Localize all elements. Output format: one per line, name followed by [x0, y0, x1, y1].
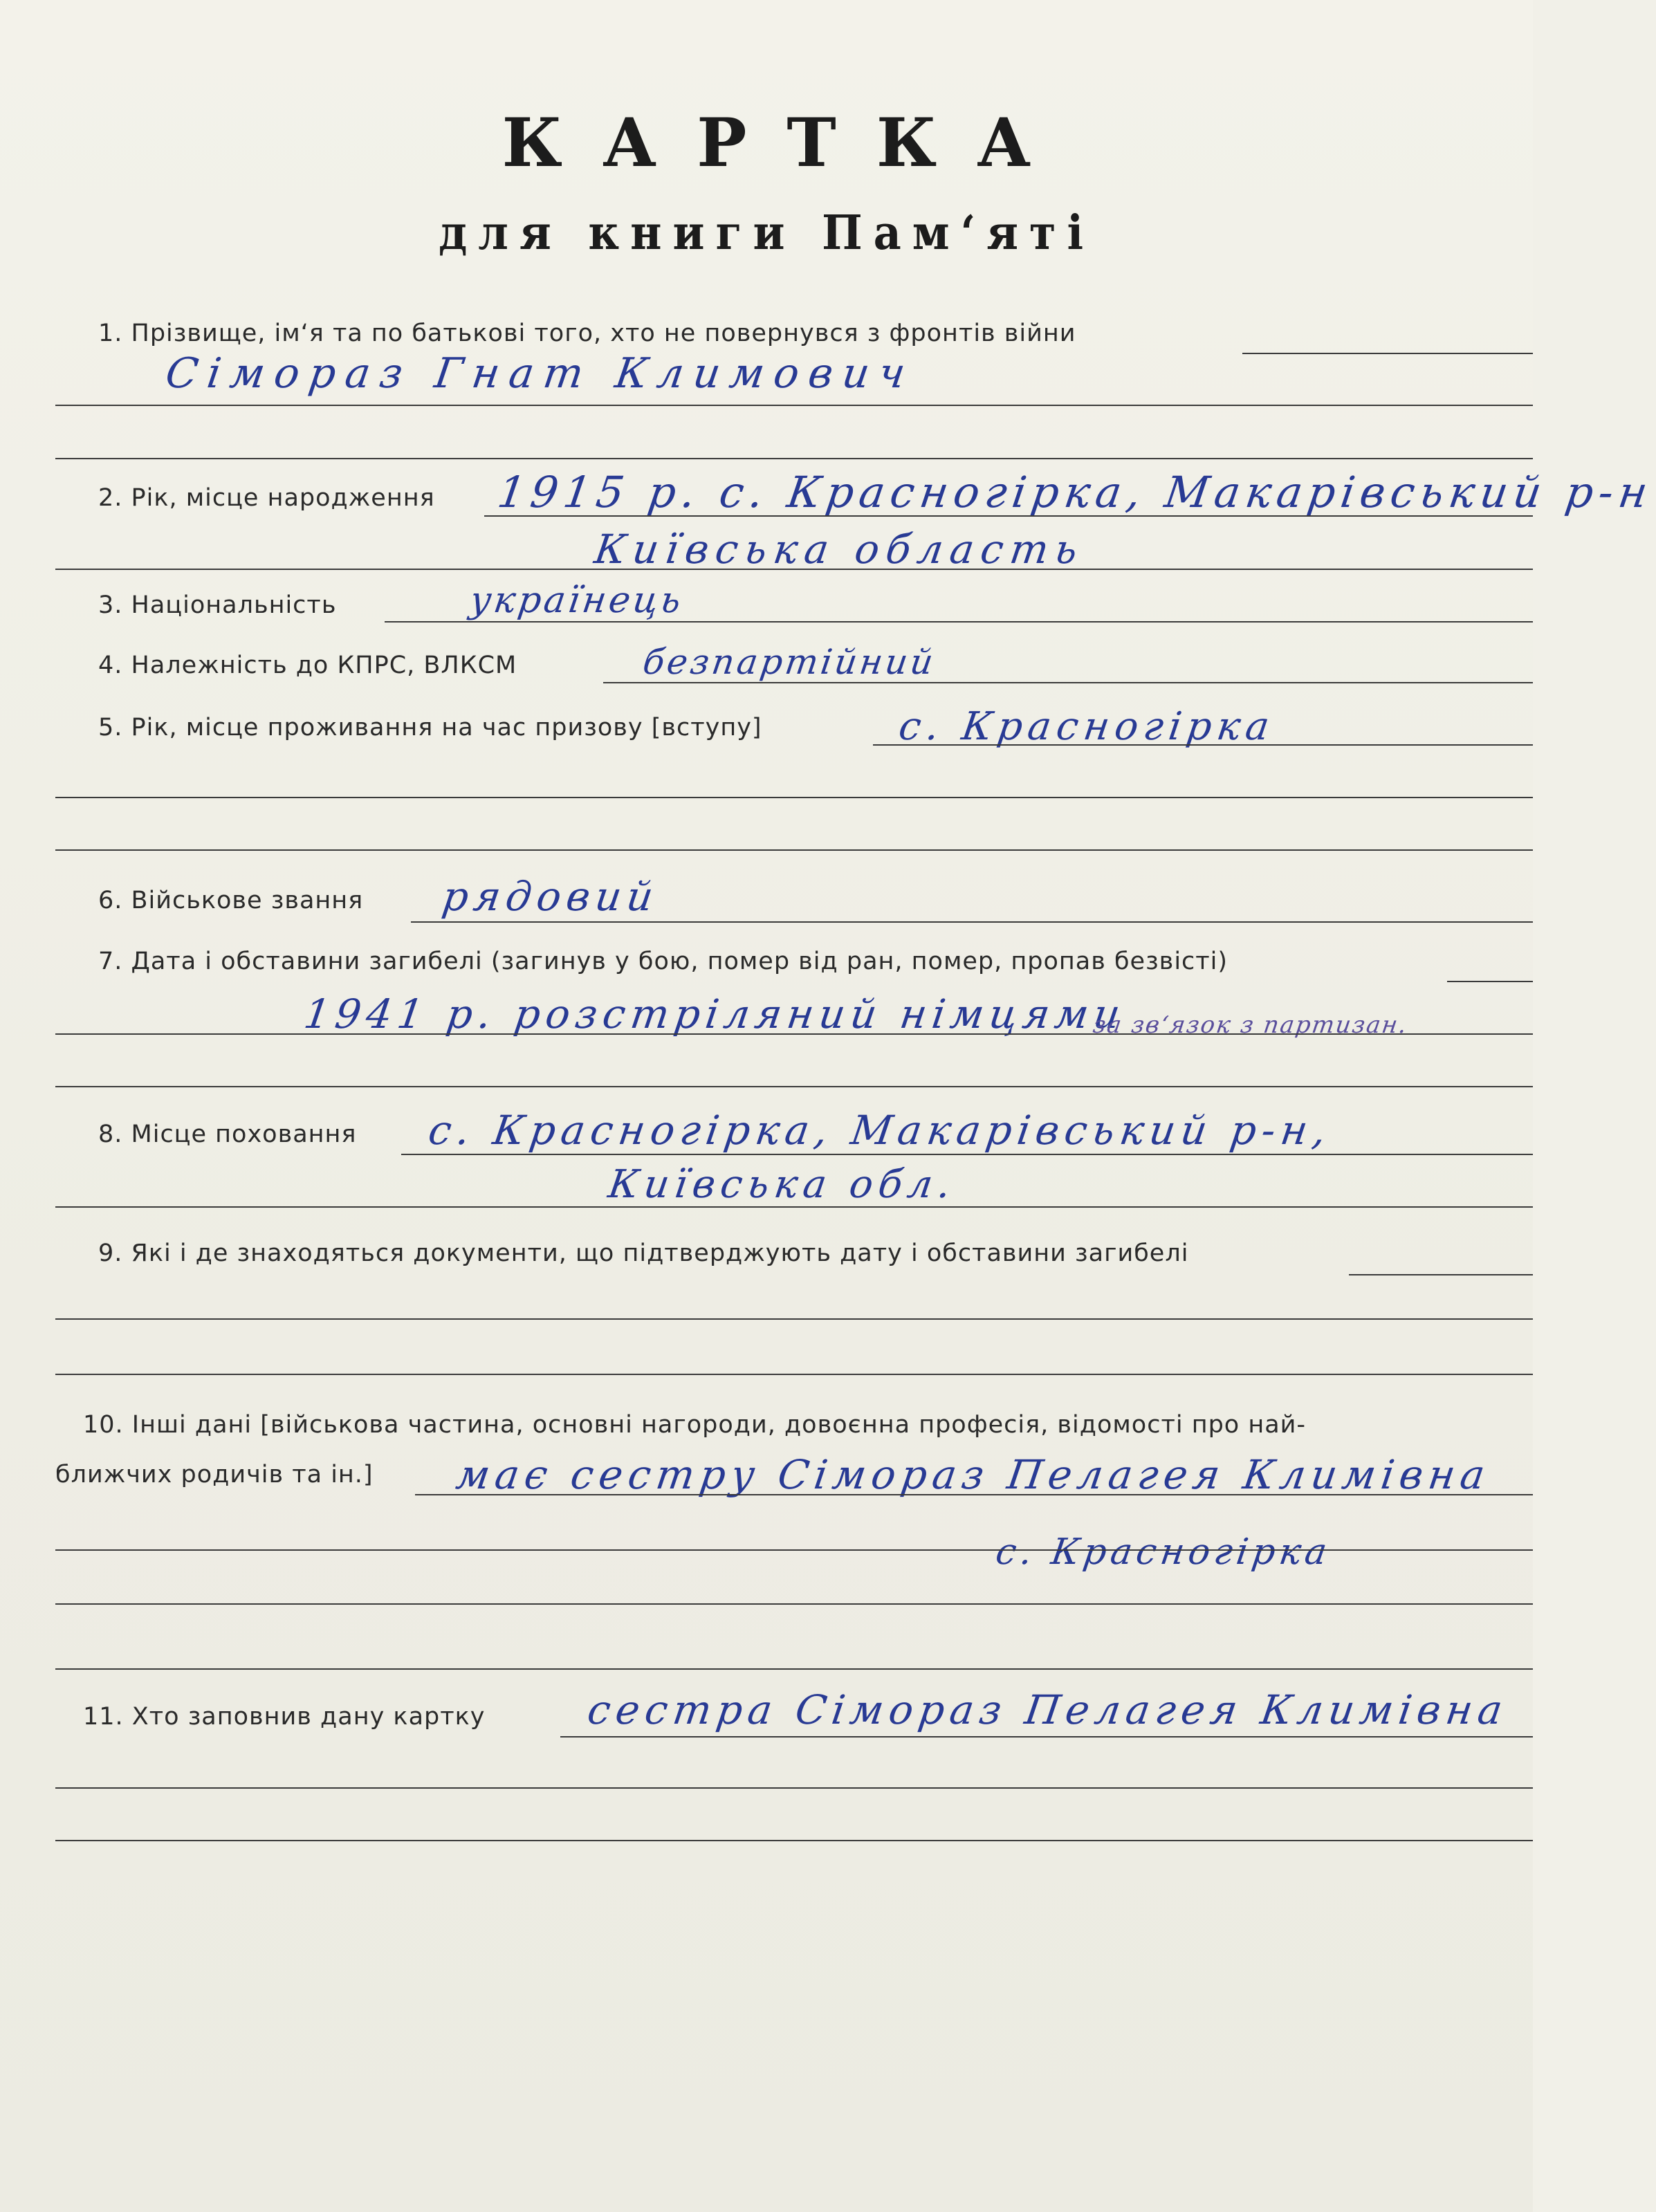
- field-10-line-a: [415, 1494, 1533, 1495]
- field-7-line-b: [55, 1033, 1533, 1035]
- field-8-value-line2[interactable]: Київська обл.: [605, 1162, 959, 1207]
- field-2-value-line2[interactable]: Київська область: [591, 526, 1087, 573]
- field-11-line-a: [560, 1736, 1533, 1738]
- field-11-line-c: [55, 1840, 1533, 1841]
- field-8-line-a: [401, 1154, 1533, 1155]
- field-3-value[interactable]: українець: [467, 580, 686, 621]
- field-4-line: [603, 682, 1533, 683]
- field-11-line-b: [55, 1787, 1533, 1789]
- card-title: КАРТКА: [502, 104, 1071, 182]
- field-7-line-c: [55, 1086, 1533, 1087]
- field-1-value[interactable]: Сімораз Гнат Климович: [163, 349, 918, 398]
- field-3-line: [385, 621, 1533, 623]
- field-10-label-line2: ближчих родичів та ін.]: [55, 1461, 374, 1489]
- field-7-label: 7. Дата і обставини загибелі (загинув у бою, помер від ран, помер, пропав безвісті): [98, 948, 1229, 975]
- field-9-line-b: [55, 1318, 1533, 1320]
- field-8-label: 8. Місце поховання: [98, 1121, 357, 1148]
- field-6-value[interactable]: рядовий: [439, 873, 662, 920]
- field-2-line-a: [484, 515, 1533, 517]
- field-9-label: 9. Які і де знаходяться документи, що підтверджують дату і обставини загибелі: [98, 1239, 1189, 1267]
- field-2-label: 2. Рік, місце народження: [98, 484, 435, 512]
- field-1-line-c: [55, 458, 1533, 459]
- field-10-line-b: [55, 1549, 1533, 1551]
- field-2-line-b: [55, 569, 1533, 570]
- field-10-label-line1: 10. Інші дані [військова частина, основні нагороди, довоєнна професія, відомості про най-: [83, 1411, 1307, 1439]
- field-1-label: 1. Прізвище, ім‘я та по батькові того, хто не повернувся з фронтів війни: [98, 320, 1076, 347]
- field-5-value[interactable]: с. Красногірка: [896, 704, 1278, 749]
- field-1-line-a: [1242, 353, 1533, 354]
- field-9-line-a: [1349, 1274, 1533, 1275]
- field-7-value-extra[interactable]: за зв‘язок з партизан.: [1091, 1011, 1410, 1039]
- field-8-line-b: [55, 1206, 1533, 1208]
- field-6-line: [411, 921, 1533, 923]
- field-1-line-b: [55, 405, 1533, 406]
- field-4-value[interactable]: безпартійний: [640, 642, 939, 682]
- field-11-label: 11. Хто заповнив дану картку: [83, 1703, 486, 1731]
- field-3-label: 3. Національність: [98, 591, 337, 619]
- field-10-value-line2[interactable]: с. Красногірка: [993, 1531, 1334, 1573]
- field-7-line-a: [1447, 981, 1533, 982]
- card-subtitle: для книги Пам‘яті: [438, 205, 1095, 261]
- field-4-label: 4. Належність до КПРС, ВЛКСМ: [98, 652, 517, 679]
- field-5-label: 5. Рік, місце проживання на час призову [вступу]: [98, 714, 762, 741]
- field-6-label: 6. Військове звання: [98, 887, 364, 914]
- field-5-line-c: [55, 849, 1533, 851]
- field-10-value-line1[interactable]: має сестру Сімораз Пелагея Климівна: [453, 1451, 1493, 1498]
- field-8-value-line1[interactable]: с. Красногірка, Макарівський р-н,: [425, 1107, 1335, 1154]
- field-5-line-a: [873, 744, 1533, 746]
- field-10-line-d: [55, 1668, 1533, 1670]
- field-5-line-b: [55, 797, 1533, 798]
- field-7-value[interactable]: 1941 р. розстріляний німцями: [301, 990, 1129, 1038]
- field-10-line-c: [55, 1603, 1533, 1605]
- field-11-value[interactable]: сестра Сімораз Пелагея Климівна: [585, 1686, 1511, 1733]
- field-2-value-line1[interactable]: 1915 р. с. Красногірка, Макарівський р-н: [494, 467, 1656, 517]
- field-9-line-c: [55, 1374, 1533, 1375]
